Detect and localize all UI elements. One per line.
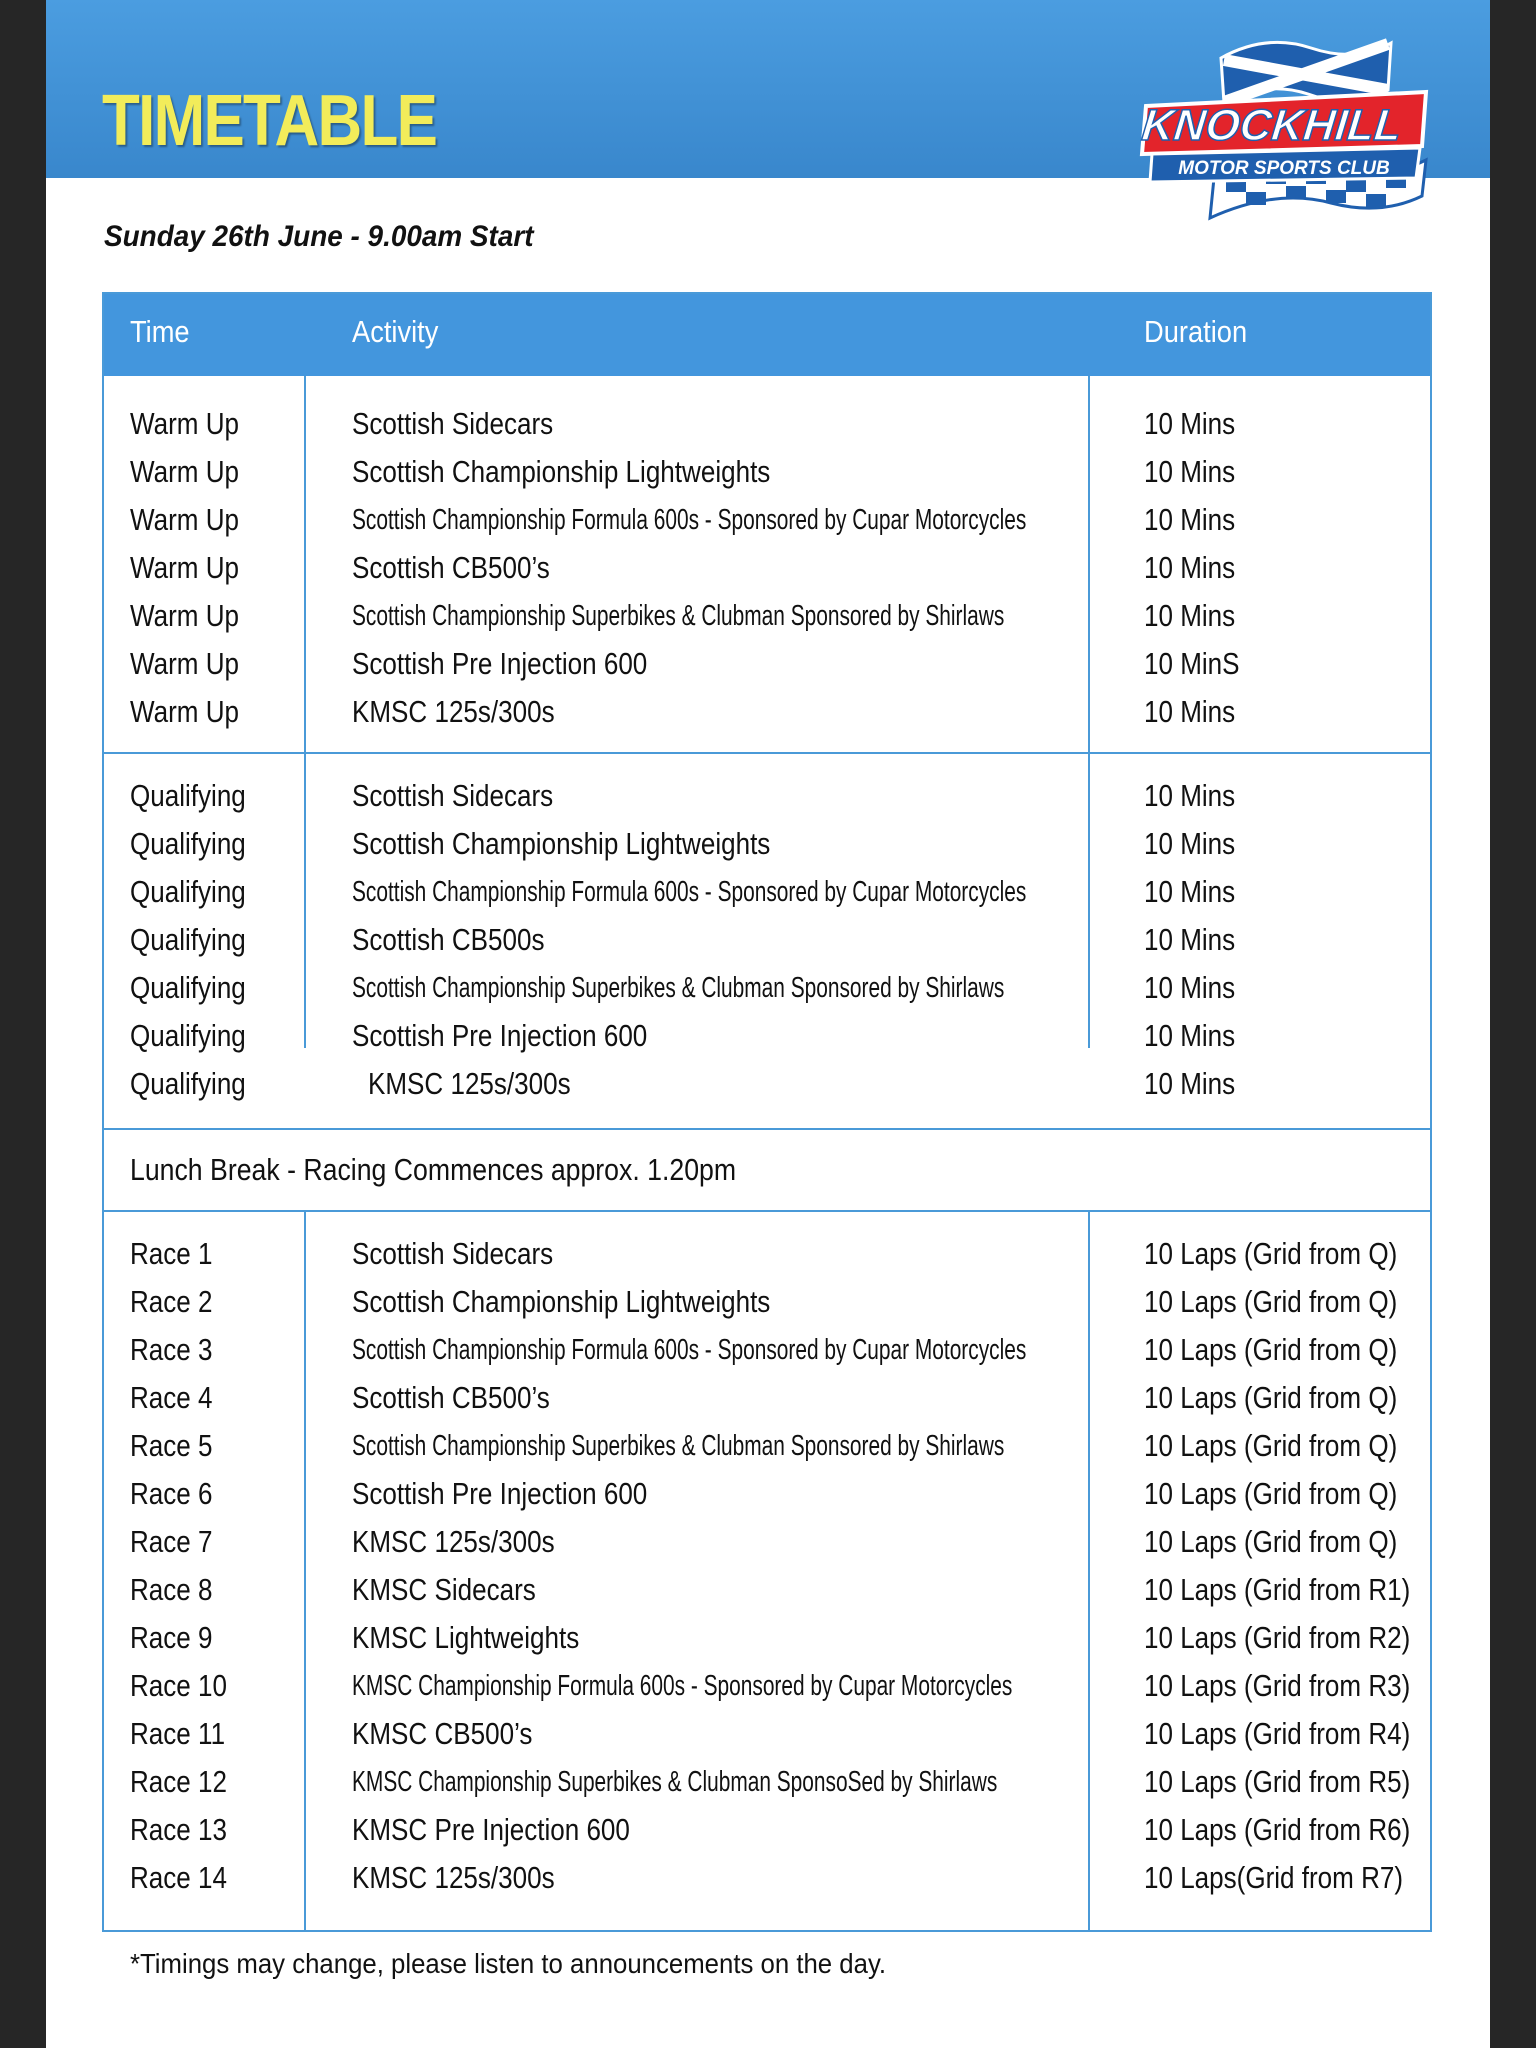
row-duration: 10 Mins bbox=[1144, 454, 1236, 489]
row-duration: 10 Mins bbox=[1144, 922, 1236, 957]
row-time: Qualifying bbox=[130, 778, 246, 813]
row-duration: 10 Laps (Grid from Q) bbox=[1144, 1524, 1398, 1559]
table-row bbox=[104, 914, 1430, 962]
table-row bbox=[104, 1756, 1430, 1804]
table-row bbox=[104, 542, 1430, 590]
row-time: Warm Up bbox=[130, 502, 239, 537]
knockhill-logo-graphic bbox=[1126, 28, 1456, 228]
table-row bbox=[104, 770, 1430, 818]
header-duration: Duration bbox=[1144, 314, 1248, 349]
row-time: Race 5 bbox=[130, 1428, 213, 1463]
row-time: Race 6 bbox=[130, 1476, 213, 1511]
row-time: Qualifying bbox=[130, 1018, 246, 1053]
page-title: TIMETABLE bbox=[102, 81, 437, 161]
table-row bbox=[104, 446, 1430, 494]
table-row bbox=[104, 398, 1430, 446]
row-activity: Scottish CB500’s bbox=[352, 1380, 550, 1415]
row-time: Warm Up bbox=[130, 454, 239, 489]
row-activity: KMSC Championship Superbikes & Clubman SponsoSed by Shirlaws bbox=[352, 1766, 998, 1798]
row-time: Race 3 bbox=[130, 1332, 213, 1367]
header-time: Time bbox=[130, 314, 190, 349]
header-activity: Activity bbox=[352, 314, 439, 349]
row-duration: 10 Mins bbox=[1144, 1066, 1236, 1101]
logo-tagline-text: MOTOR SPORTS CLUB bbox=[1178, 158, 1390, 179]
row-duration: 10 Laps (Grid from Q) bbox=[1144, 1236, 1398, 1271]
row-time: Race 8 bbox=[130, 1572, 213, 1607]
row-time: Qualifying bbox=[130, 970, 246, 1005]
row-time: Race 14 bbox=[130, 1860, 227, 1895]
lunch-break-row bbox=[104, 1130, 1430, 1212]
table-row bbox=[104, 866, 1430, 914]
table-row bbox=[104, 1804, 1430, 1852]
row-duration: 10 Laps (Grid from R3) bbox=[1144, 1668, 1411, 1703]
row-activity: Scottish Championship Lightweights bbox=[352, 1284, 771, 1319]
row-time: Race 11 bbox=[130, 1716, 226, 1751]
table-row bbox=[104, 1420, 1430, 1468]
row-time: Race 1 bbox=[130, 1236, 213, 1271]
row-duration: 10 Laps (Grid from Q) bbox=[1144, 1332, 1398, 1367]
row-duration: 10 Laps (Grid from R6) bbox=[1144, 1812, 1411, 1847]
row-duration: 10 Laps (Grid from R5) bbox=[1144, 1764, 1411, 1799]
event-date: Sunday 26th June - 9.00am Start bbox=[104, 220, 534, 253]
table-row bbox=[104, 638, 1430, 686]
row-time: Qualifying bbox=[130, 874, 246, 909]
row-duration: 10 Mins bbox=[1144, 694, 1236, 729]
table-row bbox=[104, 1564, 1430, 1612]
table-row bbox=[104, 1324, 1430, 1372]
row-duration: 10 Mins bbox=[1144, 826, 1236, 861]
row-duration: 10 Mins bbox=[1144, 778, 1236, 813]
row-time: Race 12 bbox=[130, 1764, 227, 1799]
row-activity: Scottish Championship Formula 600s - Sponsored by Cupar Motorcycles bbox=[352, 1334, 1027, 1366]
row-time: Warm Up bbox=[130, 646, 239, 681]
row-time: Race 2 bbox=[130, 1284, 213, 1319]
knockhill-logo bbox=[1126, 28, 1456, 228]
row-activity: Scottish CB500s bbox=[352, 922, 545, 957]
table-row bbox=[104, 962, 1430, 1010]
table-row bbox=[104, 494, 1430, 542]
row-activity: Scottish Championship Superbikes & Clubman Sponsored by Shirlaws bbox=[352, 1430, 1005, 1462]
table-header bbox=[104, 294, 1430, 376]
row-activity: KMSC 125s/300s bbox=[352, 1860, 555, 1895]
row-activity: Scottish Sidecars bbox=[352, 778, 554, 813]
table-row bbox=[104, 818, 1430, 866]
timetable-table bbox=[102, 292, 1432, 1932]
row-time: Warm Up bbox=[130, 406, 239, 441]
row-duration: 10 Mins bbox=[1144, 970, 1236, 1005]
table-row bbox=[104, 1276, 1430, 1324]
table-row bbox=[104, 686, 1430, 734]
row-activity: Scottish Championship Lightweights bbox=[352, 826, 771, 861]
row-time: Warm Up bbox=[130, 694, 239, 729]
row-duration: 10 Laps (Grid from Q) bbox=[1144, 1284, 1398, 1319]
row-duration: 10 Mins bbox=[1144, 1018, 1236, 1053]
row-time: Qualifying bbox=[130, 826, 246, 861]
row-activity: KMSC Championship Formula 600s - Sponsored by Cupar Motorcycles bbox=[352, 1670, 1013, 1702]
row-duration: 10 Laps (Grid from Q) bbox=[1144, 1428, 1398, 1463]
row-duration: 10 MinS bbox=[1144, 646, 1240, 681]
row-duration: 10 Mins bbox=[1144, 874, 1236, 909]
row-activity: KMSC 125s/300s bbox=[352, 694, 555, 729]
row-activity: KMSC Sidecars bbox=[352, 1572, 536, 1607]
row-activity: KMSC 125s/300s bbox=[368, 1066, 571, 1101]
row-duration: 10 Mins bbox=[1144, 502, 1236, 537]
row-time: Warm Up bbox=[130, 598, 239, 633]
row-activity: KMSC CB500’s bbox=[352, 1716, 533, 1751]
row-time: Race 10 bbox=[130, 1668, 227, 1703]
table-row bbox=[104, 1228, 1430, 1276]
logo-brand-text: KNOCKHILL bbox=[1139, 101, 1404, 150]
row-activity: Scottish CB500’s bbox=[352, 550, 550, 585]
row-time: Race 13 bbox=[130, 1812, 227, 1847]
row-time: Race 7 bbox=[130, 1524, 213, 1559]
row-duration: 10 Laps (Grid from R4) bbox=[1144, 1716, 1411, 1751]
row-duration: 10 Laps(Grid from R7) bbox=[1144, 1860, 1404, 1895]
table-row bbox=[104, 1010, 1430, 1058]
row-activity: Scottish Pre Injection 600 bbox=[352, 1476, 648, 1511]
row-time: Qualifying bbox=[130, 1066, 246, 1101]
table-row bbox=[104, 1058, 1430, 1106]
table-row bbox=[104, 1468, 1430, 1516]
row-activity: Scottish Championship Formula 600s - Sponsored by Cupar Motorcycles bbox=[352, 876, 1027, 908]
footnote: *Timings may change, please listen to announcements on the day. bbox=[130, 1948, 887, 1979]
section-divider bbox=[104, 752, 1430, 754]
row-activity: Scottish Championship Superbikes & Clubman Sponsored by Shirlaws bbox=[352, 600, 1005, 632]
row-activity: KMSC 125s/300s bbox=[352, 1524, 555, 1559]
table-row bbox=[104, 1372, 1430, 1420]
row-duration: 10 Laps (Grid from R2) bbox=[1144, 1620, 1411, 1655]
row-duration: 10 Mins bbox=[1144, 406, 1236, 441]
row-time: Race 4 bbox=[130, 1380, 213, 1415]
row-activity: Scottish Pre Injection 600 bbox=[352, 646, 648, 681]
row-duration: 10 Laps (Grid from R1) bbox=[1144, 1572, 1411, 1607]
table-row bbox=[104, 1660, 1430, 1708]
table-row bbox=[104, 590, 1430, 638]
row-activity: Scottish Sidecars bbox=[352, 406, 554, 441]
lunch-break-text: Lunch Break - Racing Commences approx. 1.20pm bbox=[130, 1152, 737, 1187]
row-duration: 10 Mins bbox=[1144, 550, 1236, 585]
timetable-page bbox=[46, 0, 1490, 2048]
row-time: Qualifying bbox=[130, 922, 246, 957]
row-duration: 10 Laps (Grid from Q) bbox=[1144, 1380, 1398, 1415]
row-duration: 10 Mins bbox=[1144, 598, 1236, 633]
row-time: Warm Up bbox=[130, 550, 239, 585]
row-time: Race 9 bbox=[130, 1620, 213, 1655]
row-activity: KMSC Pre Injection 600 bbox=[352, 1812, 630, 1847]
row-activity: Scottish Championship Superbikes & Clubman Sponsored by Shirlaws bbox=[352, 972, 1005, 1004]
table-row bbox=[104, 1708, 1430, 1756]
row-activity: Scottish Sidecars bbox=[352, 1236, 554, 1271]
table-row bbox=[104, 1612, 1430, 1660]
row-activity: Scottish Pre Injection 600 bbox=[352, 1018, 648, 1053]
row-activity: Scottish Championship Lightweights bbox=[352, 454, 771, 489]
row-activity: KMSC Lightweights bbox=[352, 1620, 580, 1655]
row-activity: Scottish Championship Formula 600s - Sponsored by Cupar Motorcycles bbox=[352, 504, 1027, 536]
table-row bbox=[104, 1852, 1430, 1900]
table-row bbox=[104, 1516, 1430, 1564]
row-duration: 10 Laps (Grid from Q) bbox=[1144, 1476, 1398, 1511]
